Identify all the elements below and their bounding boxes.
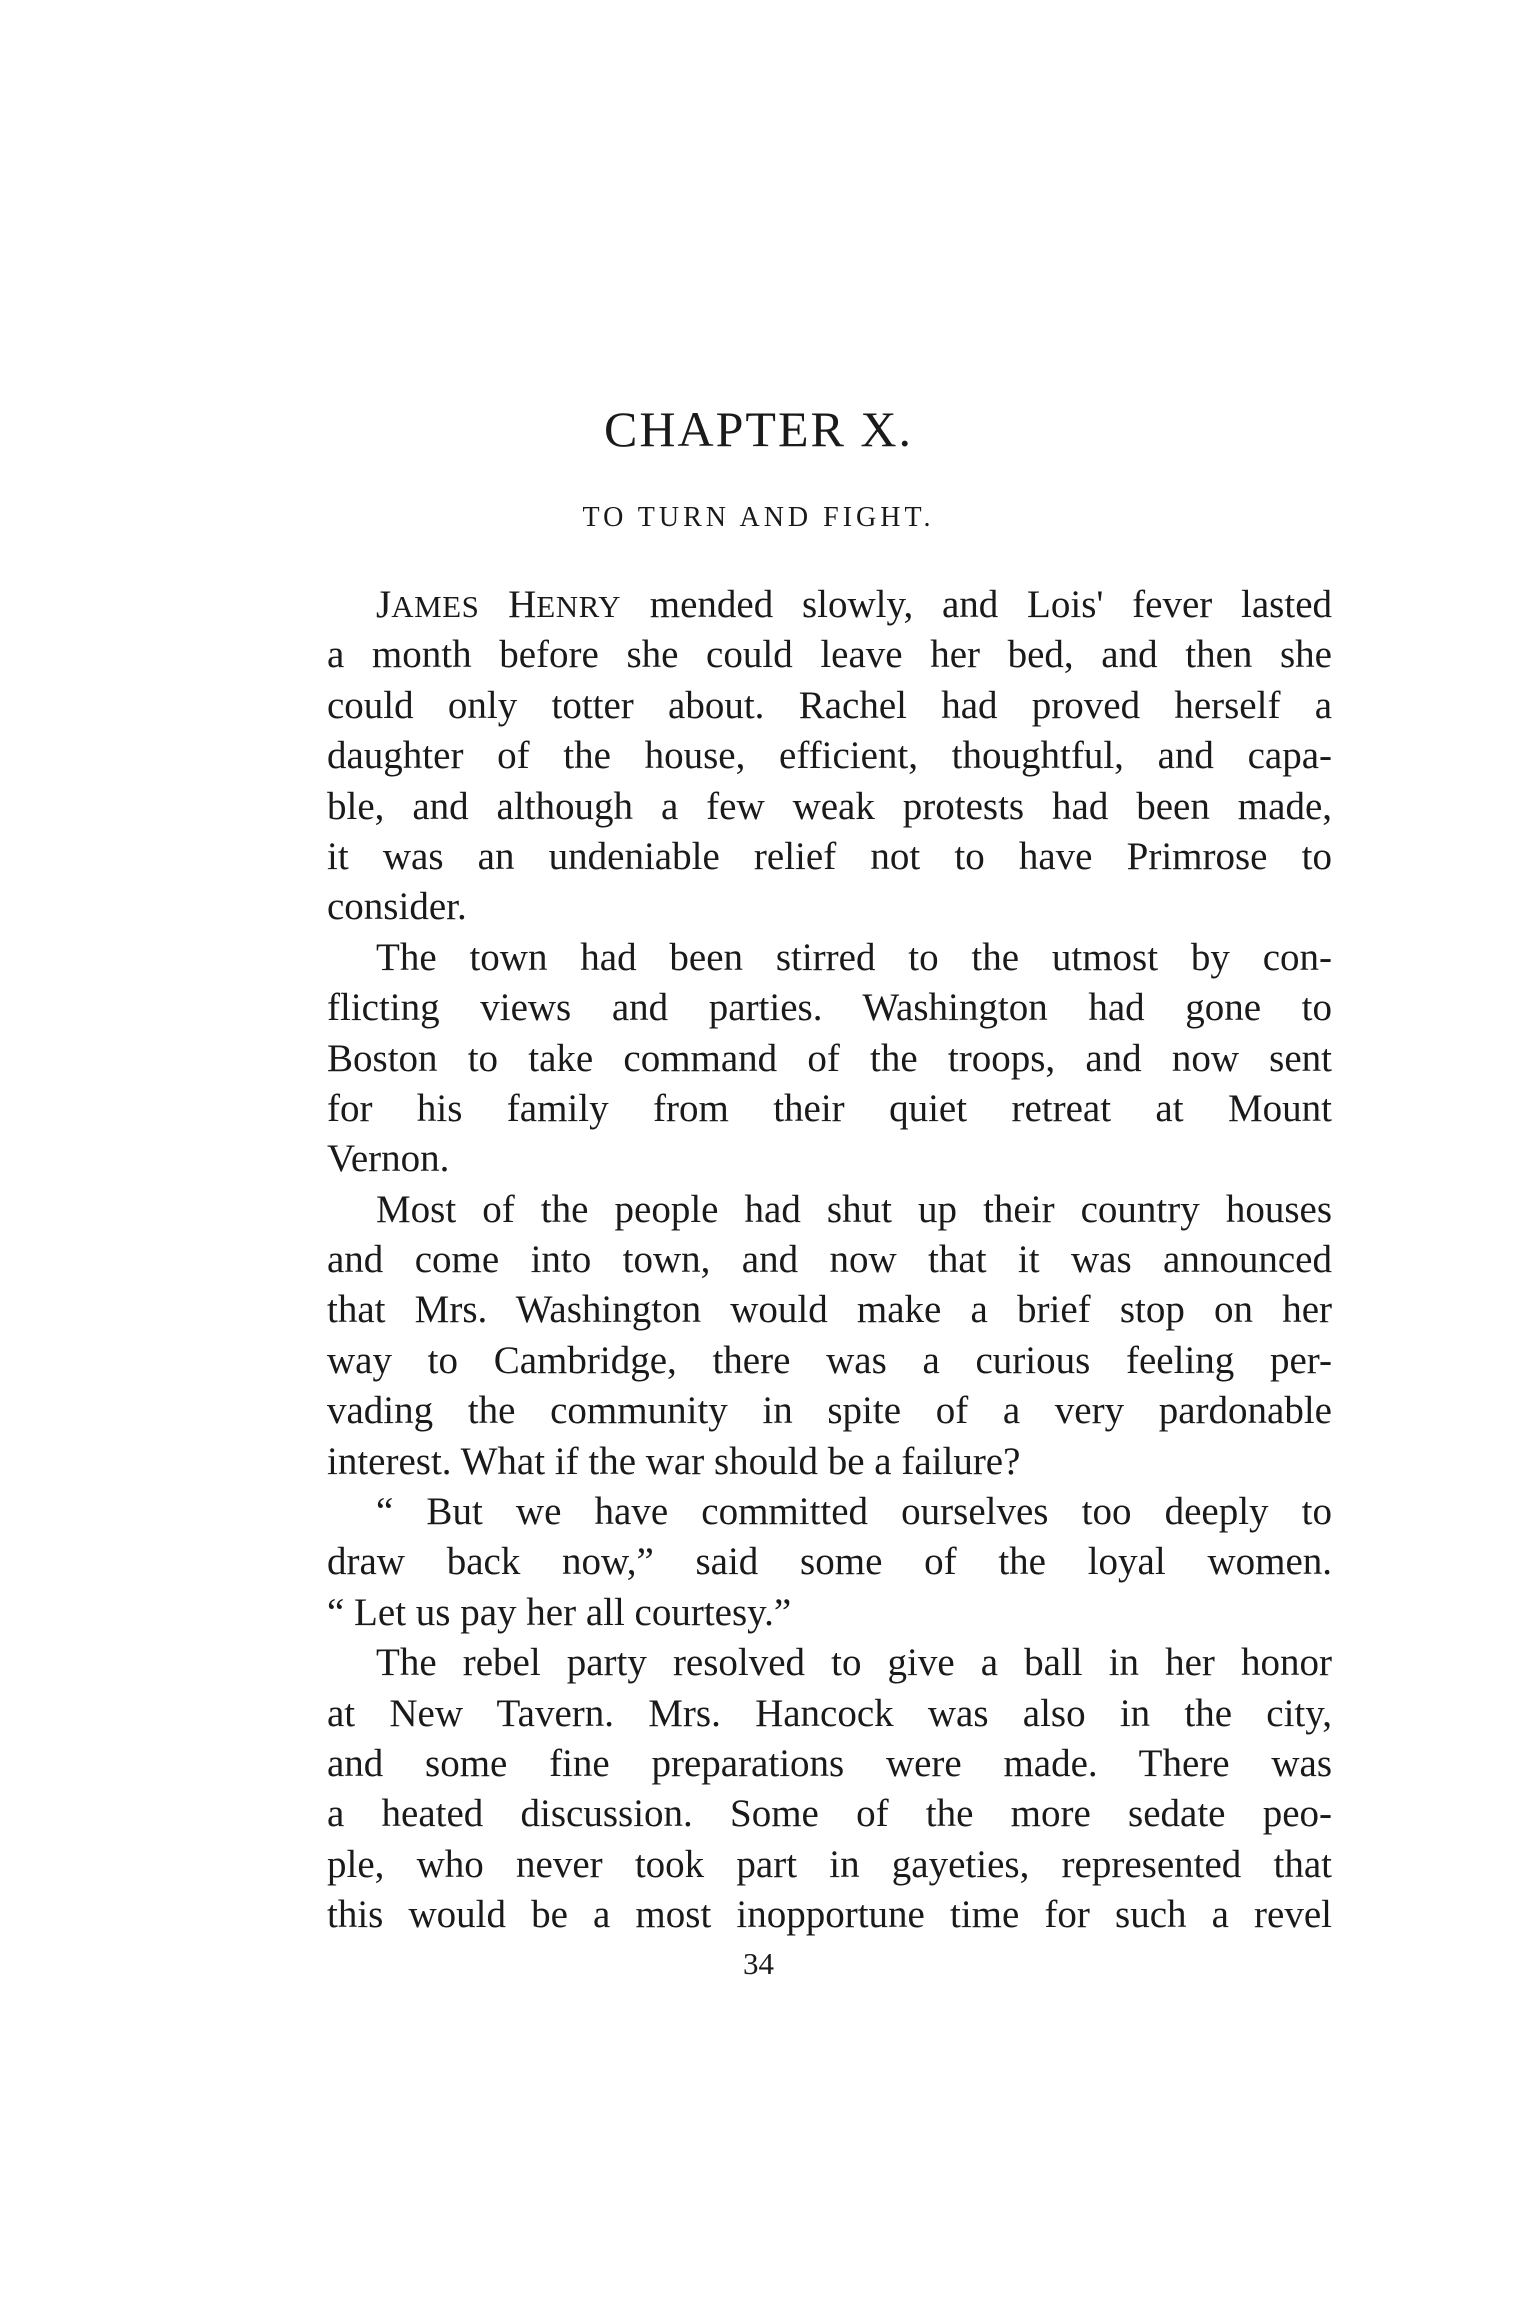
chapter-title: CHAPTER X. <box>604 401 913 457</box>
text-line: “ But we have committed ourselves too deeply to <box>376 1490 1332 1534</box>
page-number: 34 <box>743 1946 774 1981</box>
text-line: daughter of the house, efficient, thoughtful, and capa- <box>327 734 1332 778</box>
text-line: a month before she could leave her bed, and then she <box>327 633 1332 677</box>
text-line: it was an undeniable relief not to have Primrose to <box>327 834 1332 878</box>
text-line: at New Tavern. Mrs. Hancock was also in the city, <box>327 1691 1332 1735</box>
text-line: JAMES HENRY mended slowly, and Lois' fever lasted <box>376 583 1333 626</box>
text-line: Vernon. <box>327 1137 450 1181</box>
text-line: The rebel party resolved to give a ball in her honor <box>376 1641 1332 1685</box>
text-line: way to Cambridge, there was a curious feeling per- <box>327 1338 1332 1382</box>
text-line: consider. <box>327 885 467 929</box>
body-text <box>327 580 1332 1941</box>
text-line: Boston to take command of the troops, and now sent <box>327 1036 1332 1080</box>
text-line: “ Let us pay her all courtesy.” <box>327 1590 792 1634</box>
text-line: for his family from their quiet retreat at Mount <box>327 1086 1332 1130</box>
text-line: ble, and although a few weak protests had been made, <box>327 784 1332 828</box>
text-line: The town had been stirred to the utmost by con- <box>376 935 1332 979</box>
text-line: interest. What if the war should be a failure? <box>327 1439 1021 1483</box>
chapter-subtitle: TO TURN AND FIGHT. <box>582 502 935 533</box>
text-line: and come into town, and now that it was announced <box>327 1238 1332 1282</box>
text-line: ple, who never took part in gayeties, represented that <box>327 1842 1332 1886</box>
text-line: could only totter about. Rachel had proved herself a <box>327 683 1332 727</box>
text-line: a heated discussion. Some of the more sedate peo- <box>327 1792 1332 1836</box>
text-line: that Mrs. Washington would make a brief stop on her <box>327 1288 1332 1332</box>
text-line: vading the community in spite of a very pardonable <box>327 1389 1332 1433</box>
text-line: draw back now,” said some of the loyal women. <box>327 1540 1332 1584</box>
text-line: this would be a most inopportune time for such a revel <box>327 1893 1332 1937</box>
text-line: and some fine preparations were made. There was <box>327 1741 1332 1785</box>
text-line: Most of the people had shut up their country houses <box>376 1187 1332 1231</box>
text-line: flicting views and parties. Washington had gone to <box>327 986 1332 1030</box>
